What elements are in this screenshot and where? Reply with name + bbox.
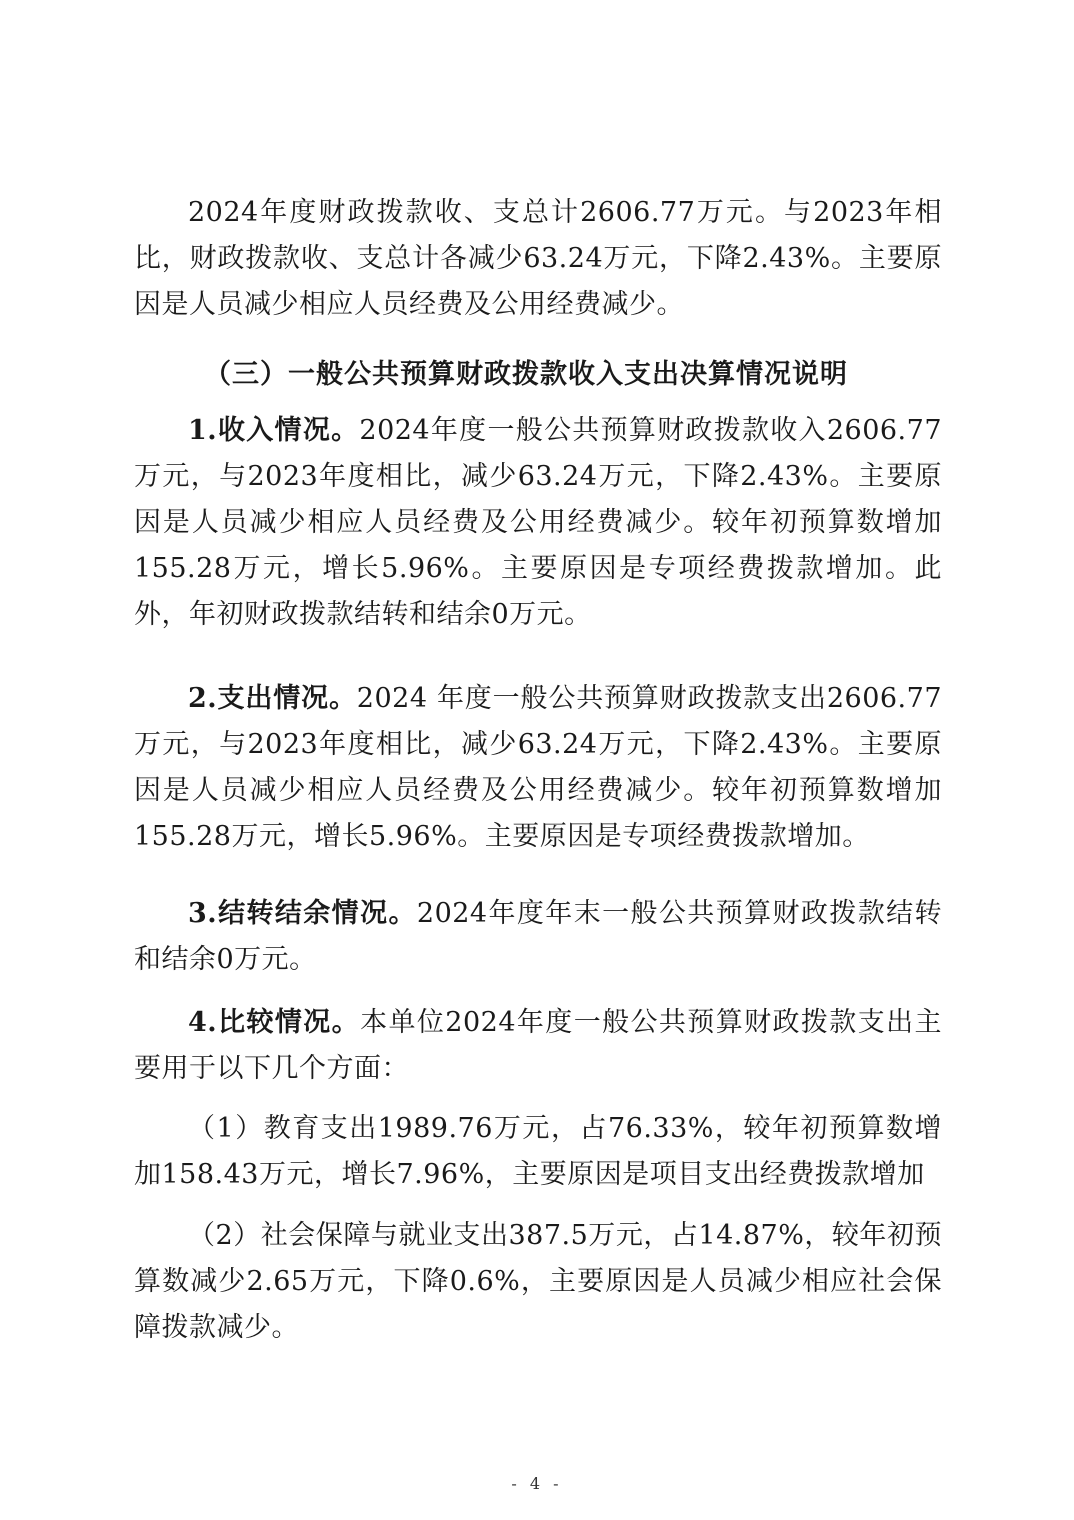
paragraph-carryover: [134, 891, 942, 983]
page-number: - 4 -: [511, 1474, 563, 1493]
paragraph-social-security: [134, 1213, 942, 1351]
paragraph-text: 2024年度一般公共预算财政拨款收入2606.77万元，与2023年度相比，减少63.24万元，下降2.43%。主要原因是人员减少相应人员经费及公用经费减少。较年初预算数增加155.28万元，增长5.96%。主要原因是专项经费拨款增加。此外，年初财政拨款结转和结余0万元。: [134, 415, 942, 630]
paragraph-text: 2024 年度一般公共预算财政拨款支出2606.77万元，与2023年度相比，减少63.24万元，下降2.43%。主要原因是人员减少相应人员经费及公用经费减少。较年初预算数增加155.28万元，增长5.96%。主要原因是专项经费拨款增加。: [134, 683, 943, 852]
section-heading: （三）一般公共预算财政拨款收入支出决算情况说明: [204, 359, 848, 390]
paragraph-text: （2）社会保障与就业支出387.5万元，占14.87%，较年初预算数减少2.65万元，下降0.6%，主要原因是人员减少相应社会保障拨款减少。: [134, 1220, 942, 1343]
paragraph-lead: 1.收入情况。: [188, 415, 360, 446]
paragraph-comparison: [134, 1000, 942, 1092]
paragraph-income: [134, 408, 942, 638]
paragraph-education: [134, 1106, 942, 1198]
paragraph-text: 本单位2024年度一般公共预算财政拨款支出主要用于以下几个方面：: [134, 1007, 943, 1084]
paragraph-expenditure: [134, 676, 942, 860]
paragraph-text: （1）教育支出1989.76万元，占76.33%，较年初预算数增加158.43万元，增长7.96%，主要原因是项目支出经费拨款增加: [134, 1113, 942, 1190]
paragraph-lead: 3.结转结余情况。: [188, 898, 417, 929]
paragraph-text: 2024年度财政拨款收、支总计2606.77万元。与2023年相比，财政拨款收、支总计各减少63.24万元，下降2.43%。主要原因是人员减少相应人员经费及公用经费减少。: [134, 197, 942, 320]
paragraph-lead: 4.比较情况。: [188, 1007, 361, 1038]
paragraph-lead: 2.支出情况。: [188, 683, 357, 714]
paragraph-total-appropriation: [134, 190, 942, 328]
paragraph-text: 2024年度年末一般公共预算财政拨款结转和结余0万元。: [134, 898, 942, 975]
